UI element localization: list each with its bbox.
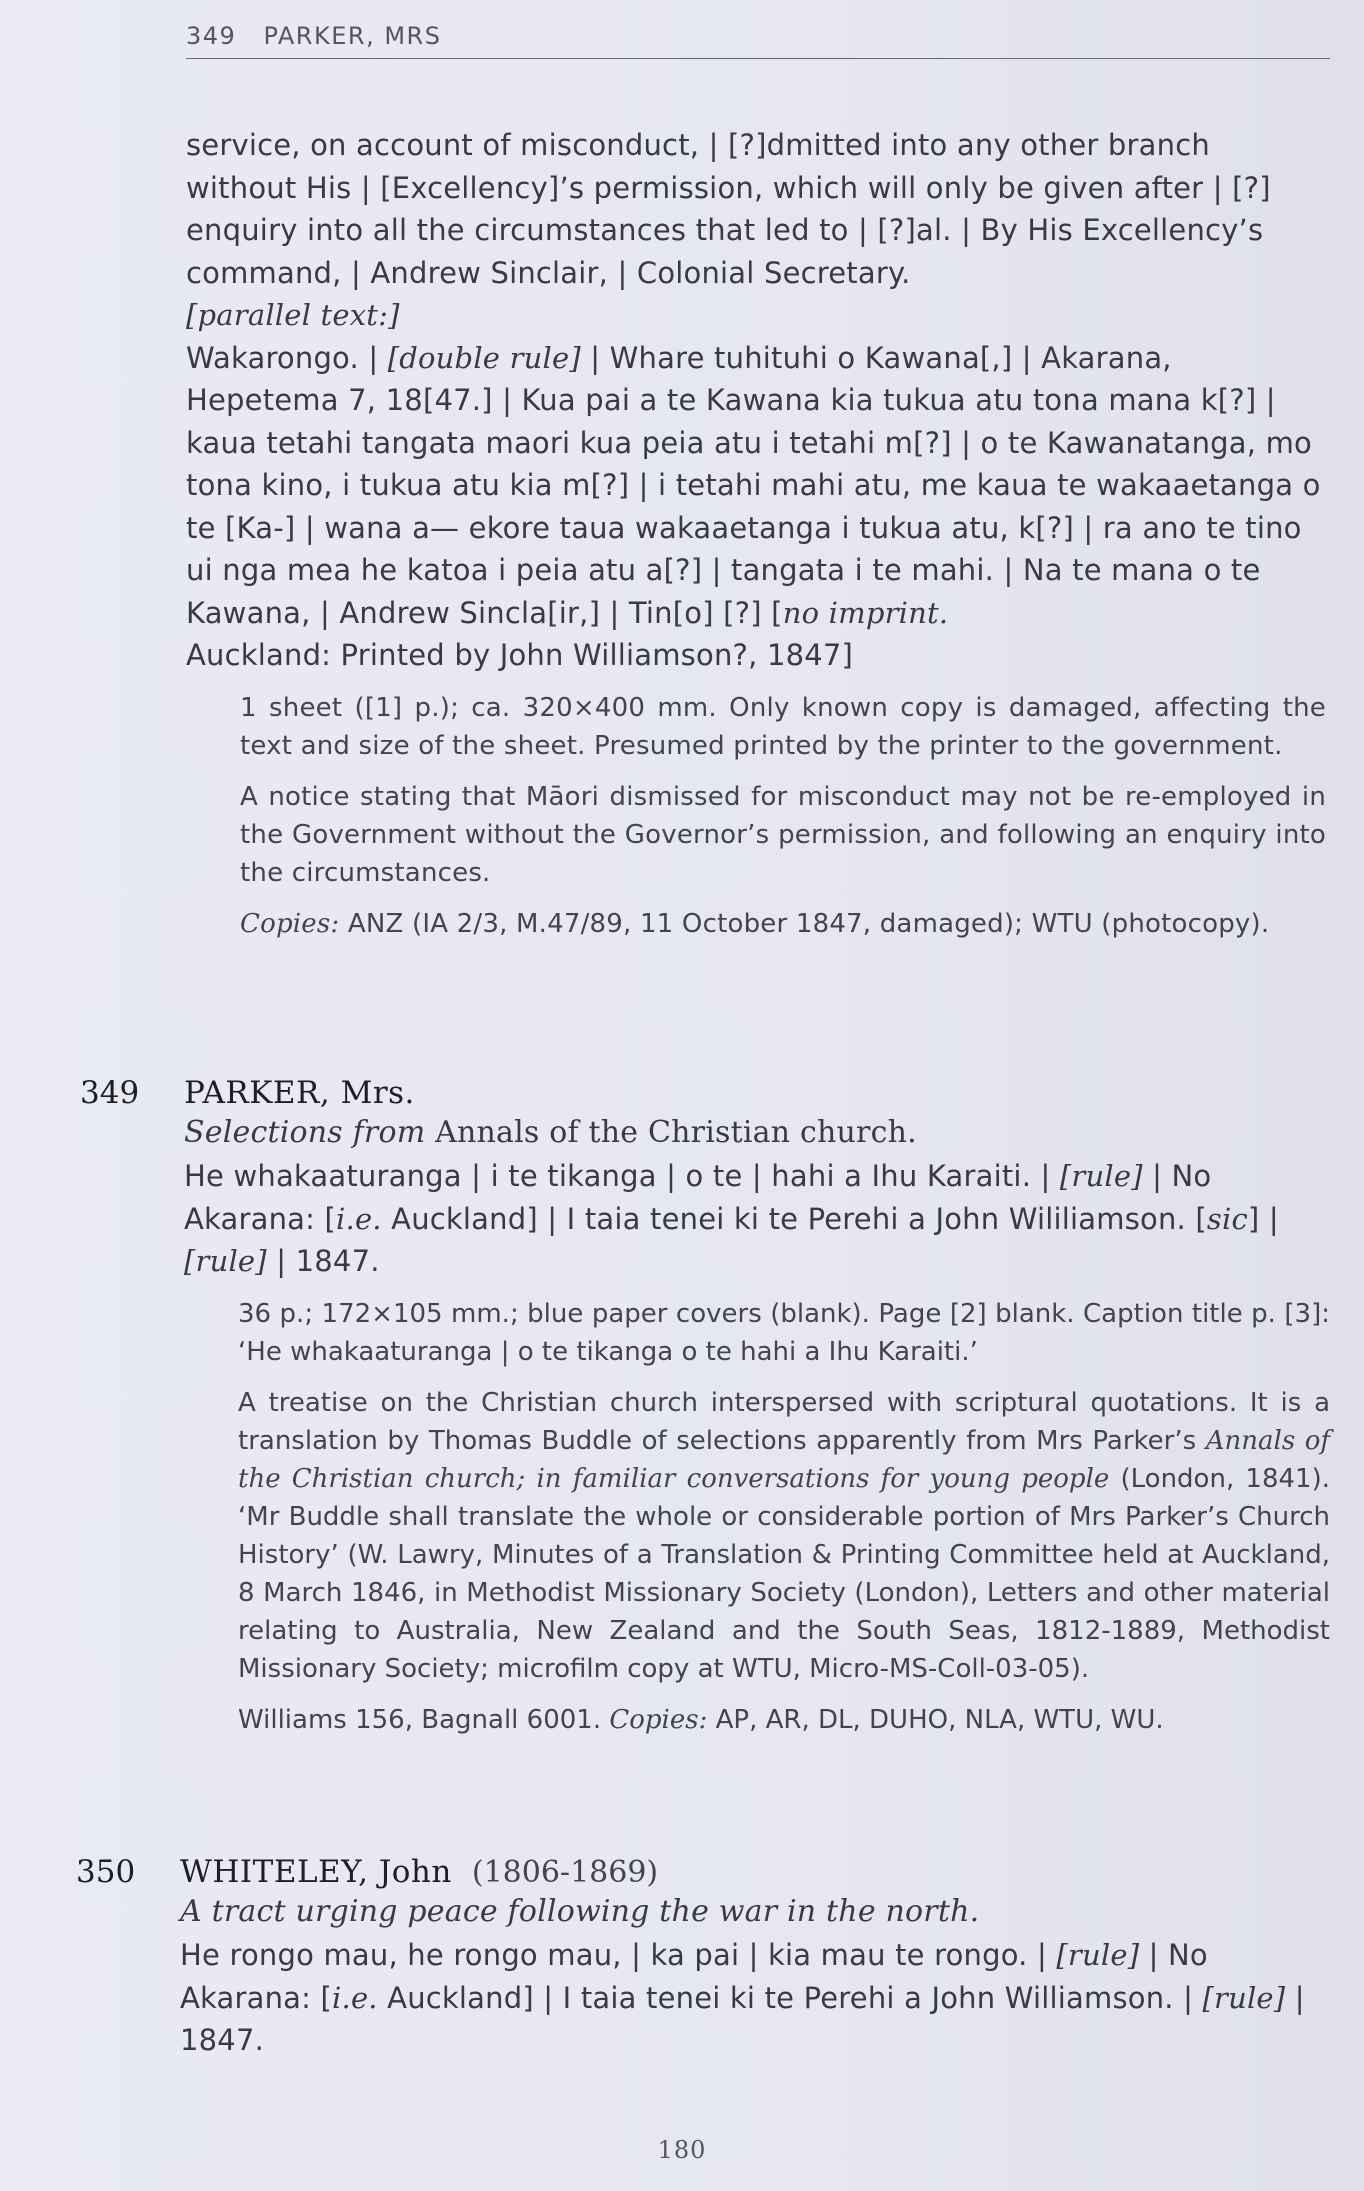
entry-heading	[76, 1854, 1326, 1890]
rule-marker: [rule]	[1202, 1980, 1286, 2015]
maori-text-part: Wakarongo. |	[186, 340, 388, 375]
maori-text-part: | Whare tuhituhi o Kawana[,] | Akarana, Hepetema 7, 18[47.] | Kua pai a te Kawana kia tukua atu tona mana k[?] | kaua tetahi tangata maori kua peia atu i tetahi m[?] | o te Kawanatanga, mo tona kino, i tukua atu kia m[?] | i tetahi mahi atu, me kaua te wakaaetanga o te [Ka-] | wana a— ekore taua wakaaetanga i tukua atu, k[?] | ra ano te tino ui nga mea he katoa i peia atu a[?] | tangata i te mahi. | Na te mana o te Kawana, | Andrew Sincla[ir,] | Tin[o] [?] [	[186, 340, 1321, 630]
imprint-part: | No Akarana: [	[180, 1938, 1208, 2015]
running-head-number: 349	[186, 22, 237, 50]
title-italic: Selections from	[184, 1115, 426, 1150]
copies-note	[240, 905, 1326, 943]
entry-body	[184, 1111, 1330, 1283]
entry-heading	[80, 1075, 1330, 1111]
imprint-part: Auckland] | I taia tenei ki te Perehi a John Wililiamson. [	[381, 1201, 1207, 1236]
continued-entry	[186, 124, 1326, 956]
imprint-part: | 1847.	[180, 1980, 1305, 2057]
parallel-text-marker: [parallel text:]	[186, 298, 400, 332]
imprint-part: Auckland] | I taia tenei ki te Perehi a John Williamson. |	[377, 1980, 1203, 2015]
ie-marker: i.e.	[336, 1201, 382, 1236]
author-dates: (1806-1869)	[471, 1855, 659, 1890]
note-part: A treatise on the Christian church interspersed with scriptural quotations. It is a translation by Thomas Buddle of selections apparently from Mrs Parker’s	[238, 1387, 1330, 1456]
entry-title: A tract urging peace following the war in the north.	[180, 1894, 980, 1929]
content-note	[238, 1384, 1330, 1688]
imprint-part: ] |	[1247, 1201, 1279, 1236]
no-imprint-marker: no imprint.	[782, 595, 949, 630]
entry-body	[180, 1890, 1326, 2062]
entry-349	[80, 1075, 1330, 1752]
content-note: A notice stating that Māori dismissed for misconduct may not be re-employed in the Government without the Governor’s permission, and following an enquiry into the circumstances.	[240, 781, 1326, 888]
rule-marker: [rule]	[1059, 1159, 1143, 1193]
continued-text	[186, 124, 1326, 677]
copies-list: AP, AR, DL, DUHO, NLA, WTU, WU.	[707, 1704, 1164, 1735]
imprint-part: | 1847.	[266, 1244, 380, 1278]
imprint-part: He whakaaturanga | i te tikanga | o te | hahi a Ihu Karaiti. |	[184, 1159, 1060, 1193]
rule-marker: [rule]	[184, 1244, 267, 1278]
entry-title	[184, 1111, 1330, 1155]
title-rest: Annals of the Christian church.	[425, 1115, 917, 1150]
maori-text-part: Auckland: Printed by John Williamson?, 1847]	[186, 638, 854, 672]
references-copies	[238, 1701, 1330, 1739]
sic-marker: sic	[1206, 1201, 1248, 1236]
author-name: PARKER, Mrs.	[184, 1075, 415, 1111]
physical-description: 36 p.; 172×105 mm.; blue paper covers (blank). Page [2] blank. Caption title p. [3]: ‘He whakaaturanga | o te tikanga o te hahi a Ihu Karaiti.’	[238, 1298, 1330, 1367]
note-italic-title: Annals of the Christian church; in familiar conversations for young people	[238, 1425, 1331, 1494]
entry-notes	[238, 1295, 1330, 1739]
continued-english-text: service, on account of misconduct, | [?]dmitted into any other branch without His | [Excellency]’s permission, which will only be given after | [?] enquiry into all the circumstances that led to | [?]al. | By His Excellency’s command, | Andrew Sinclair, | Colonial Secretary.	[186, 128, 1271, 290]
entry-number: 350	[76, 1854, 136, 1890]
continued-notes	[240, 689, 1326, 943]
rule-marker: [rule]	[1056, 1938, 1140, 1972]
author-name: WHITELEY, John	[180, 1854, 452, 1890]
imprint	[184, 1155, 1330, 1283]
running-head-name: PARKER, MRS	[263, 22, 442, 50]
copies-label: Copies:	[240, 908, 340, 939]
imprint-part: He rongo mau, he rongo mau, | ka pai | kia mau te rongo. |	[180, 1938, 1057, 1972]
entry-number: 349	[80, 1075, 140, 1111]
physical-description: 1 sheet ([1] p.); ca. 320×400 mm. Only known copy is damaged, affecting the text and size of the sheet. Presumed printed by the printer to the government.	[240, 692, 1326, 761]
imprint	[180, 1934, 1326, 2062]
copies-label: Copies:	[609, 1704, 708, 1735]
copies-list: ANZ (IA 2/3, M.47/89, 11 October 1847, damaged); WTU (photocopy).	[339, 908, 1270, 939]
page-number: 180	[657, 2136, 707, 2164]
references: Williams 156, Bagnall 6001.	[238, 1704, 610, 1735]
double-rule-marker: [double rule]	[387, 340, 581, 375]
ie-marker: i.e.	[332, 1980, 378, 2015]
note-part: (London, 1841). ‘Mr Buddle shall translate the whole or considerable portion of Mrs Parker’s Church History’ (W. Lawry, Minutes of a Translation & Printing Committee held at Auckland, 8 March 1846, in Methodist Missionary Society (London), Letters and other material relating to Australia, New Zealand and the South Seas, 1812-1889, Methodist Missionary Society; microfilm copy at WTU, Micro-MS-Coll-03-05).	[238, 1463, 1330, 1684]
entry-350	[76, 1854, 1326, 2062]
imprint-part: | No Akarana: [	[184, 1159, 1212, 1236]
running-head	[186, 22, 1330, 59]
